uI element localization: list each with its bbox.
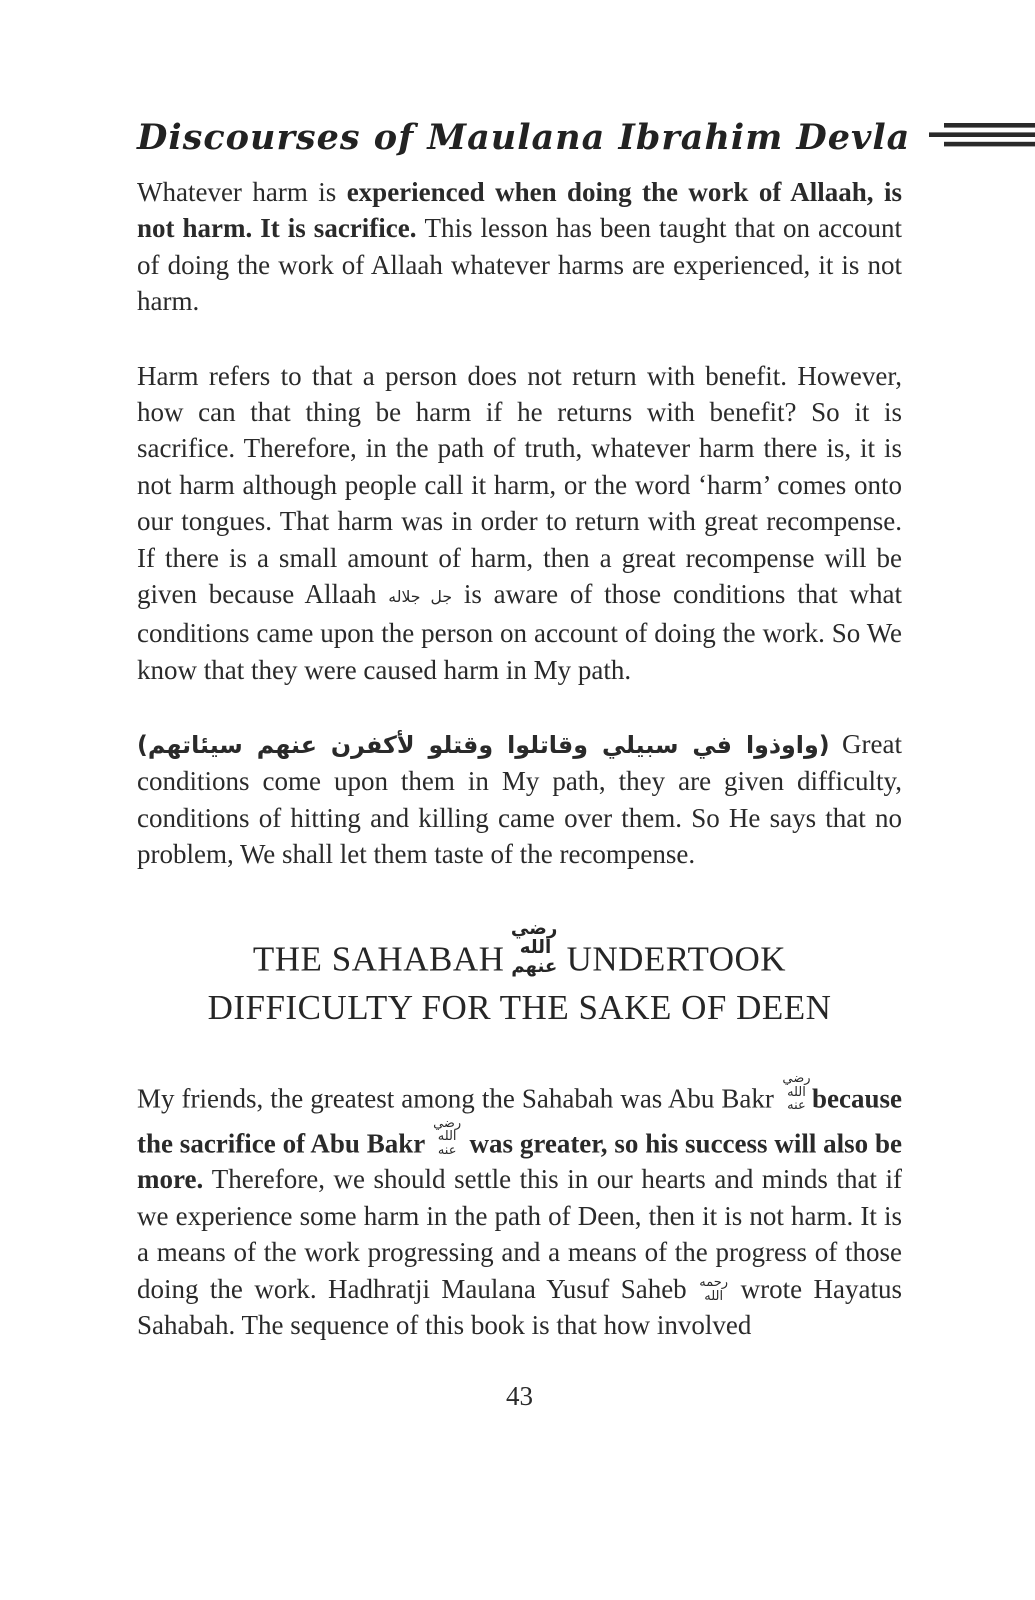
text-segment: was greater, so his success will also be more. — [137, 1127, 903, 1195]
text-segment: Whatever harm is — [137, 177, 347, 207]
text-segment: experienced when doing the work of Allaah, is not harm. It is sacrifice. — [137, 177, 902, 244]
honorific-mark: جل جلاله — [388, 586, 453, 606]
running-header — [137, 108, 911, 166]
text-segment: THE SAHABAH — [252, 939, 514, 979]
text-segment: Harm refers to that a person does not return with benefit. However, how can that thing be harm if he returns with benefit? So it is sacrifice. Therefore, in the path of truth, whatever harm there is, it is not harm although people call it harm, or the word ‘harm’ comes onto our tongues. That harm was in order to return with great recompense. If there is a small amount of harm, then a great recompense will be given because Allaah — [137, 360, 902, 610]
text-segment: My friends, the greatest among the Sahabah was Abu Bakr — [137, 1083, 781, 1114]
text-segment: UNDERTOOK DIFFICULTY FOR THE SAKE OF DEEN — [207, 939, 832, 1028]
page-number: 43 — [506, 1381, 533, 1412]
text-segment: is aware of those conditions that what conditions came upon the person on account of doing the work. So We know that they were caused harm in My path. — [137, 579, 902, 685]
arabic-quote: (واوذوا في سبيلي وقاتلوا وقتلو لأكفرن عنهم سيئاتهم) — [137, 731, 830, 760]
paragraph-harm-refers — [137, 358, 902, 688]
text-segment: Great conditions come upon them in My path, they are given difficulty, conditions of hitting and killing came over them. So He says that no problem, We shall let them taste of the recompense. — [137, 729, 902, 870]
honorific-mark: رحمه الله — [699, 1274, 728, 1304]
paragraph-abu-bakr — [137, 1072, 902, 1343]
honorific-mark: رضي الله عنه — [782, 1071, 811, 1114]
text-segment: This lesson has been taught that on account of doing the work of Allaah whatever harms are experienced, it is not harm. — [137, 213, 902, 317]
honorific-mark: رضي الله عنهم — [510, 917, 558, 977]
header-title: Discourses of Maulana Ibrahim Devla — [137, 116, 911, 158]
section-heading — [190, 919, 850, 1032]
paragraph-harm-is-sacrifice — [137, 174, 902, 320]
honorific-mark: رضي الله عنه — [433, 1115, 462, 1158]
text-segment: wrote Hayatus Sahabah. The sequence of this book is that how involved — [137, 1273, 903, 1340]
text-segment: because the sacrifice of Abu Bakr — [137, 1083, 902, 1158]
header-rule-ornament-icon — [924, 110, 1035, 169]
paragraph-arabic-quote — [137, 726, 902, 873]
text-segment: Therefore, we should settle this in our hearts and minds that if we experience some harm in the path of Deen, then it is not harm. It is a means of the work progressing and a means of the progress of those doing the work. Hadhratji Maulana Yusuf Saheb — [137, 1164, 902, 1304]
